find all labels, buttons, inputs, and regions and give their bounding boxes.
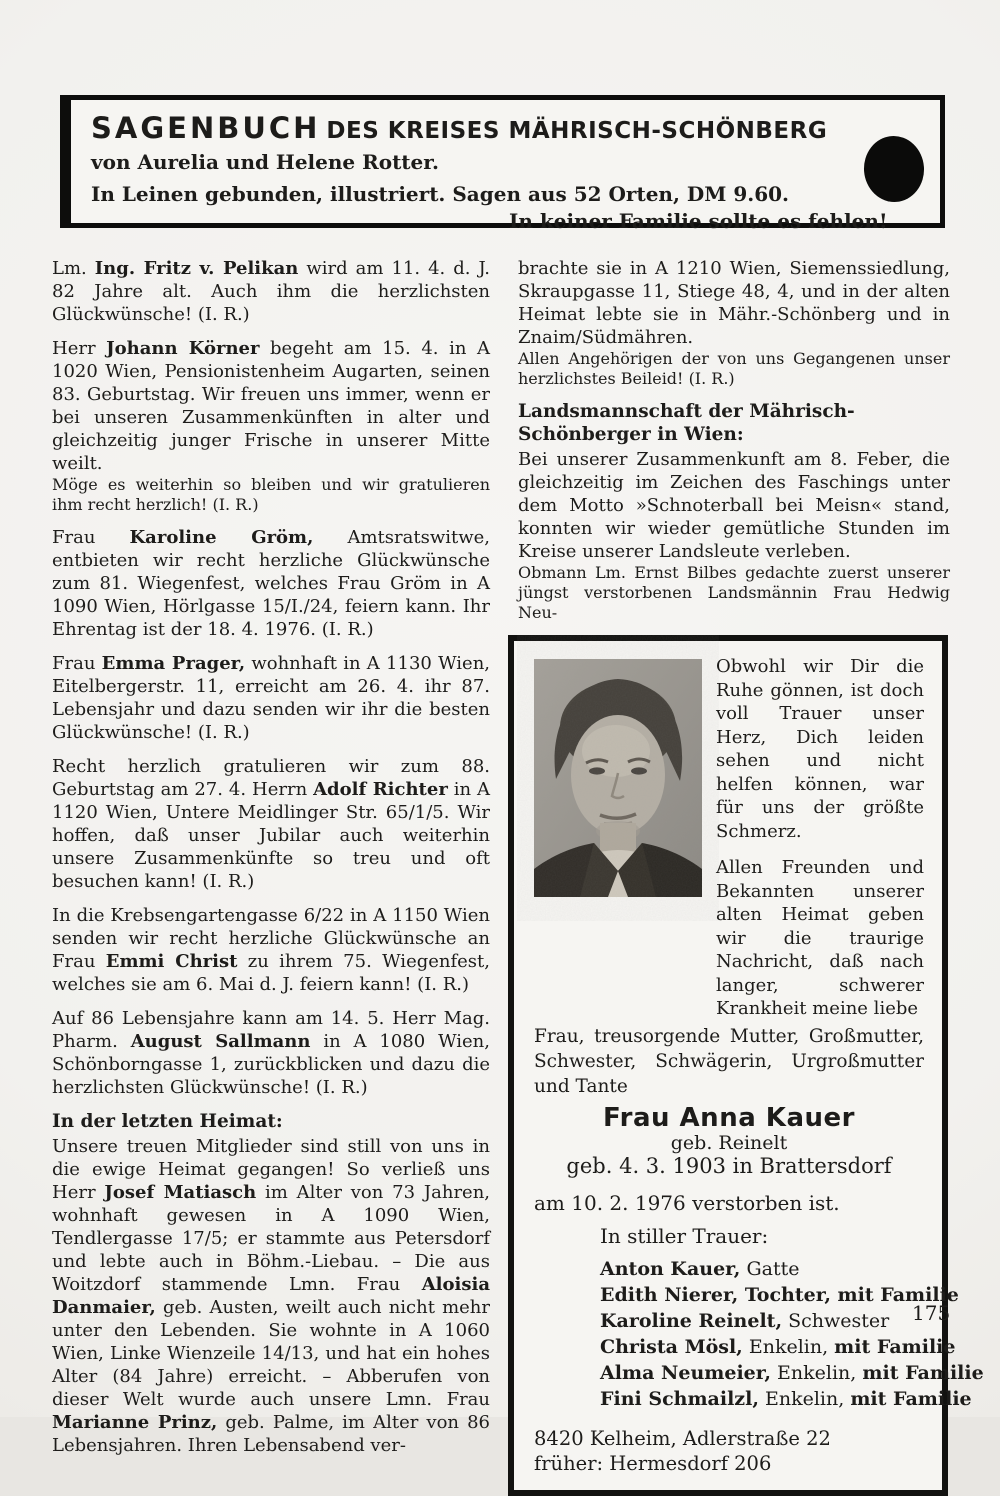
birthday-richter: Recht herzlich gratulieren wir zum 88. Geburtstag am 27. 4. Herrn Adolf Richter in A 1120 Wien, Untere Meidlinger Str. 65/1/5. Wir hoffen, daß unser Jubilar auch weiterhin unsere Zusammenkünfte so treu und oft besuchen kann! (I. R.) (52, 756, 490, 892)
birthday-koerner (52, 337, 490, 515)
deaths-continuation-text: brachte sie in A 1210 Wien, Siemenssiedlung, Skraupgasse 11, Stiege 48, 4, und in der alten Heimat lebte sie in Mähr.-Schönberg und in Znaim/Südmähren. (518, 258, 950, 348)
deaths-continuation (518, 257, 950, 389)
right-column (518, 257, 984, 1496)
fasching-text: Bei unserer Zusammenkunft am 8. Feber, die gleichzeitig im Zeichen des Faschings unter dem Motto »Schnoterball bei Meisn« stand, konnten wir wieder gemütliche Stunden im Kreise unserer Landsleute verleben. (518, 449, 950, 562)
deaths-paragraph: Unsere treuen Mitglieder sind still von uns in die ewige Heimat gegangen! So verließ uns Herr Josef Matiasch im Alter von 73 Jahren, wohnhaft gewesen in A 1090 Wien, Tendlergasse 17/5; er stammte aus Petersdorf und lebte auch in Böhm.-Liebau. – Die aus Woitzdorf stammende Lmn. Frau Aloisia Danmaier, geb. Austen, weilt auch nicht mehr unter den Lebenden. Sie wohnte in A 1060 Wien, Linke Wienzeile 14/13, und hat ein hohes Alter (84 Jahre) erreicht. – Abberufen von dieser Welt wurde auch unsere Lmn. Frau Marianne Prinz, geb. Palme, im Alter von 86 Lebensjahren. Ihren Lebensabend ver- (52, 1136, 491, 1456)
birthday-pelikan: Lm. Ing. Fritz v. Pelikan wird am 11. 4. d. J. 82 Jahre alt. Auch ihm die herzlichsten Glückwünsche! (I. R.) (52, 258, 491, 325)
deceased-birth-info: geb. 4. 3. 1903 in Brattersdorf (566, 1153, 892, 1178)
banner-book-subtitle: DES KREISES MÄHRISCH-SCHÖNBERG (326, 118, 828, 144)
birthday-prager: Frau Emma Prager, wohnhaft in A 1130 Wien, Eitelbergerstr. 11, erreicht am 26. 4. ihr 87. Lebensjahr und dazu senden wir ihr die besten Glückwünsche! (I. R.) (52, 653, 491, 743)
address-line-2: früher: Hermesdorf 206 (534, 1451, 772, 1475)
condolence-note: Allen Angehörigen der von uns Gegangenen unser herzlichstes Beileid! (I. R.) (518, 349, 950, 388)
mourner-karoline-reinelt: Karoline Reinelt, Schwester (600, 1309, 890, 1332)
page-number: 175 (912, 1301, 951, 1325)
mourner-anton-kauer: Anton Kauer, Gatte (600, 1257, 800, 1280)
banner-title-line (91, 111, 922, 145)
banner-authors: von Aurelia und Helene Rotter. (91, 150, 439, 174)
mourner-edith-nierer: Edith Nierer, Tochter, mit Familie (600, 1283, 959, 1306)
birthday-groem: Frau Karoline Gröm, Amtsratswitwe, entbieten wir recht herzliche Glückwünsche zum 81. Wiegenfest, welches Frau Gröm in A 1090 Wien, Hörlgasse 15/I./24, feiern kann. Ihr Ehrentag ist der 18. 4. 1976. (I. R.) (52, 527, 491, 640)
banner-details: In Leinen gebunden, illustriert. Sagen aus 52 Orten, DM 9.60. (91, 182, 789, 206)
mourner-alma-neumeier: Alma Neumeier, Enkelin, mit Familie (600, 1361, 984, 1384)
banner-book-title: SAGENBUCH (91, 111, 321, 145)
deceased-death-info: am 10. 2. 1976 verstorben ist. (534, 1190, 840, 1215)
mourner-christa-moesl: Christa Mösl, Enkelin, mit Familie (600, 1335, 956, 1358)
obituary-announcement-continued: Frau, treusorgende Mutter, Großmutter, Schwester, Schwägerin, Urgroßmutter und Tante (534, 1025, 924, 1097)
fasching-paragraph (518, 448, 950, 623)
obituary-top-row (534, 655, 924, 1021)
birthday-koerner-text: Herr Johann Körner begeht am 15. 4. in A 1020 Wien, Pensionistenheim Augarten, seinen 83. Geburtstag. Wir freuen uns immer, wenn er bei unseren Zusammenkünften in alter und gleichzeitig junger Frische in unserer Mitte weilt. (52, 338, 490, 474)
mourning-label: In stiller Trauer: (600, 1223, 769, 1248)
left-column (52, 257, 490, 1468)
obituary-notice (508, 635, 984, 1496)
last-heimat-heading: In der letzten Heimat: (52, 1111, 283, 1132)
portrait-photo (534, 659, 702, 897)
birthday-koerner-note: Möge es weiterhin so bleiben und wir gratulieren ihm recht herzlich! (I. R.) (52, 475, 490, 514)
obituary-side-text (716, 655, 924, 1021)
address-line-1: 8420 Kelheim, Adlerstraße 22 (534, 1426, 831, 1450)
deceased-name: Frau Anna Kauer (603, 1102, 855, 1133)
obituary-announcement: Allen Freunden und Bekannten unserer alten Heimat geben wir die traurige Nachricht, daß nach langer, schwerer Krankheit meine liebe (716, 857, 924, 1019)
obmann-note: Obmann Lm. Ernst Bilbes gedachte zuerst unserer jüngst verstorbenen Landsmännin Frau Hedwig Neu- (518, 563, 950, 622)
landsmannschaft-heading: Landsmannschaft der Mährisch-Schönberger in Wien: (518, 401, 855, 445)
obituary-verse: Obwohl wir Dir die Ruhe gönnen, ist doch voll Trauer unser Herz, Dich leiden sehen und nicht helfen können, war für uns der größte Schmerz. (716, 656, 924, 842)
banner-slogan: In keiner Familie sollte es fehlen! (509, 209, 888, 233)
birthday-sallmann: Auf 86 Lebensjahre kann am 14. 5. Herr Mag. Pharm. August Sallmann in A 1080 Wien, Schönborngasse 1, zurückblicken und dazu die herzlichsten Glückwünsche! (I. R.) (52, 1008, 490, 1098)
book-ad-banner (60, 95, 945, 233)
mourners-address (534, 1426, 924, 1476)
mourner-fini-schmailzl: Fini Schmailzl, Enkelin, mit Familie (600, 1387, 972, 1410)
deceased-maiden-name: geb. Reinelt (670, 1131, 788, 1154)
birthday-christ: In die Krebsengartengasse 6/22 in A 1150 Wien senden wir recht herzliche Glückwünsche an Frau Emmi Christ zu ihrem 75. Wiegenfest, welches sie am 6. Mai d. J. feiern kann! (I. R.) (52, 905, 490, 995)
